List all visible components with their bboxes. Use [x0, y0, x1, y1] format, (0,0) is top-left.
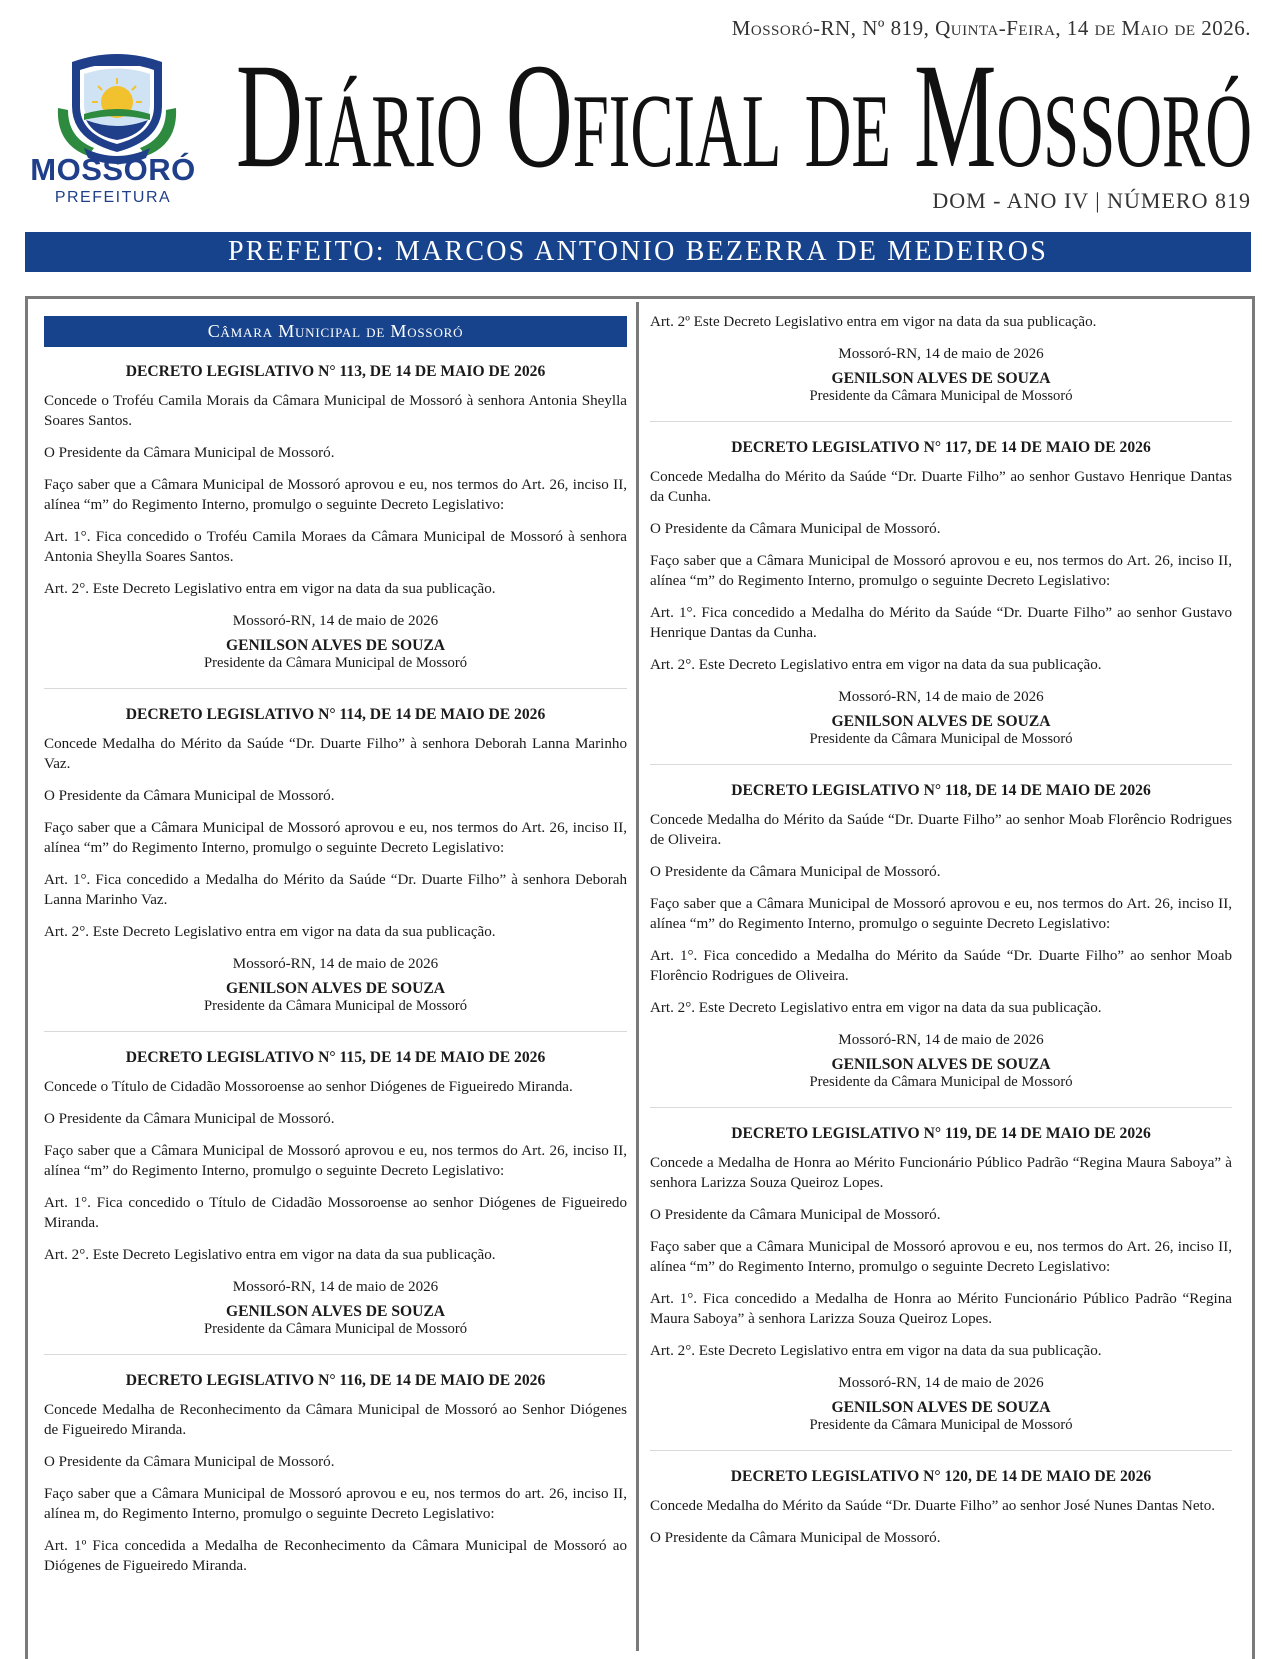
decree-preamble: Faço saber que a Câmara Municipal de Mossoró aprovou e eu, nos termos do Art. 26, inciso II, alínea “m” do Regimento Interno, promulgo o seguinte Decreto Legislativo: [44, 820, 627, 856]
decree-place-date: Mossoró-RN, 14 de maio de 2026 [838, 346, 1044, 362]
decree-summary: Concede Medalha do Mérito da Saúde “Dr. Duarte Filho” ao senhor Gustavo Henrique Dantas da Cunha. [650, 469, 1232, 505]
decree-article-1: Art. 1°. Fica concedido a Medalha do Mérito da Saúde “Dr. Duarte Filho” ao senhor Moab Florêncio Rodrigues de Oliveira. [650, 948, 1232, 984]
decree-summary: Concede a Medalha de Honra ao Mérito Funcionário Público Padrão “Regina Maura Saboya” à senhora Larizza Souza Queiroz Lopes. [650, 1155, 1232, 1191]
decree-block [44, 363, 627, 672]
decree-intro: O Presidente da Câmara Municipal de Mossoró. [44, 1111, 335, 1127]
decree-summary: Concede Medalha de Reconhecimento da Câmara Municipal de Mossoró ao Senhor Diógenes de Figueiredo Miranda. [44, 1402, 627, 1438]
prefeitura-logo [24, 48, 206, 208]
decree-article-2: Art. 2°. Este Decreto Legislativo entra em vigor na data da sua publicação. [44, 581, 496, 597]
decree-article-1: Art. 1°. Fica concedido a Medalha de Honra ao Mérito Funcionário Público Padrão “Regina Maura Saboya” à senhora Larizza Souza Queiroz Lopes. [650, 1291, 1232, 1327]
decree-intro: O Presidente da Câmara Municipal de Mossoró. [650, 521, 941, 537]
decree-signer-role: Presidente da Câmara Municipal de Mossoró [809, 731, 1073, 747]
decree-intro: O Presidente da Câmara Municipal de Mossoró. [650, 1530, 941, 1546]
decree-article-1: Art. 1º Fica concedida a Medalha de Reconhecimento da Câmara Municipal de Mossoró ao Diógenes de Figueiredo Miranda. [44, 1538, 627, 1574]
decree-intro: O Presidente da Câmara Municipal de Mossoró. [44, 445, 335, 461]
decree-signer: GENILSON ALVES DE SOUZA [225, 1303, 446, 1320]
decree-signer-role: Presidente da Câmara Municipal de Mossoró [203, 655, 468, 671]
decree-title: DECRETO LEGISLATIVO N° 115, DE 14 DE MAIO DE 2026 [125, 1049, 546, 1066]
decree-title: DECRETO LEGISLATIVO N° 116, DE 14 DE MAIO DE 2026 [125, 1372, 546, 1389]
decree-place-date: Mossoró-RN, 14 de maio de 2026 [232, 1279, 439, 1295]
masthead-title-text: Diário Oficial de Mossoró [236, 33, 1252, 188]
decree-block [650, 1125, 1232, 1434]
decree-summary: Concede Medalha do Mérito da Saúde “Dr. Duarte Filho” ao senhor José Nunes Dantas Neto. [650, 1498, 1216, 1514]
decree-title: DECRETO LEGISLATIVO N° 119, DE 14 DE MAIO DE 2026 [731, 1125, 1151, 1142]
right-column [650, 312, 1232, 1548]
decree-place-date: Mossoró-RN, 14 de maio de 2026 [232, 613, 439, 629]
decree-summary: Concede o Título de Cidadão Mossoroense ao senhor Diógenes de Figueiredo Miranda. [44, 1079, 573, 1095]
decree-article-2: Art. 2°. Este Decreto Legislativo entra em vigor na data da sua publicação. [44, 1247, 496, 1263]
decree-separator [650, 764, 1232, 765]
mayor-banner: PREFEITO: MARCOS ANTONIO BEZERRA DE MEDEIROS [25, 232, 1251, 272]
decree-title: DECRETO LEGISLATIVO N° 113, DE 14 DE MAIO DE 2026 [125, 363, 546, 380]
column-divider [636, 302, 639, 1651]
decree-intro: O Presidente da Câmara Municipal de Mossoró. [650, 1207, 941, 1223]
masthead-title [236, 28, 1252, 188]
decree-signer: GENILSON ALVES DE SOUZA [831, 713, 1051, 730]
decree-article-2: Art. 2°. Este Decreto Legislativo entra em vigor na data da sua publicação. [650, 1000, 1102, 1016]
decree-block [44, 1372, 627, 1576]
decree-separator [44, 1354, 627, 1355]
decree-block [650, 782, 1232, 1091]
edition-number: DOM - ANO IV | NÚMERO 819 [932, 188, 1251, 213]
decree-title: DECRETO LEGISLATIVO N° 120, DE 14 DE MAIO DE 2026 [730, 1468, 1152, 1485]
decree-signer-role: Presidente da Câmara Municipal de Mossoró [809, 1074, 1073, 1090]
decree-place-date: Mossoró-RN, 14 de maio de 2026 [838, 689, 1044, 705]
decree-article-2: Art. 2°. Este Decreto Legislativo entra em vigor na data da sua publicação. [44, 924, 496, 940]
decree-signer: GENILSON ALVES DE SOUZA [225, 637, 446, 654]
decree-title: DECRETO LEGISLATIVO N° 114, DE 14 DE MAIO DE 2026 [125, 706, 546, 723]
decree-separator [44, 1031, 627, 1032]
decree-summary: Concede Medalha do Mérito da Saúde “Dr. Duarte Filho” ao senhor Moab Florêncio Rodrigues de Oliveira. [650, 812, 1232, 848]
decree-preamble: Faço saber que a Câmara Municipal de Mossoró aprovou e eu, nos termos do Art. 26, inciso II, alínea “m” do Regimento Interno, promulgo o seguinte Decreto Legislativo: [44, 1143, 627, 1179]
decree-signer-role: Presidente da Câmara Municipal de Mossoró [203, 998, 468, 1014]
decree-intro: O Presidente da Câmara Municipal de Mossoró. [650, 864, 941, 880]
decree-title: DECRETO LEGISLATIVO N° 117, DE 14 DE MAIO DE 2026 [731, 439, 1151, 456]
edition-line: Mossoró-RN, Nº 819, Quinta-Feira, 14 de Maio de 2026. [731, 16, 1251, 40]
decree-preamble: Faço saber que a Câmara Municipal de Mossoró aprovou e eu, nos termos do Art. 26, inciso II, alínea “m” do Regimento Interno, promulgo o seguinte Decreto Legislativo: [650, 1239, 1232, 1275]
decree-place-date: Mossoró-RN, 14 de maio de 2026 [838, 1375, 1044, 1391]
decree-signer-role: Presidente da Câmara Municipal de Mossoró [203, 1321, 468, 1337]
decree-signer: GENILSON ALVES DE SOUZA [831, 1399, 1051, 1416]
decree-block [44, 1049, 627, 1338]
decree-place-date: Mossoró-RN, 14 de maio de 2026 [232, 956, 439, 972]
decree-preamble: Faço saber que a Câmara Municipal de Mossoró aprovou e eu, nos termos do Art. 26, inciso II, alínea “m” do Regimento Interno, promulgo o seguinte Decreto Legislativo: [650, 553, 1232, 589]
decree-signer: GENILSON ALVES DE SOUZA [831, 1056, 1051, 1073]
decree-article-1: Art. 1°. Fica concedido a Medalha do Mérito da Saúde “Dr. Duarte Filho” à senhora Deborah Lanna Marinho Vaz. [44, 872, 627, 908]
decree-signer: GENILSON ALVES DE SOUZA [831, 370, 1051, 387]
decree-separator [650, 421, 1232, 422]
decree-intro: O Presidente da Câmara Municipal de Mossoró. [44, 788, 335, 804]
decree-article-2: Art. 2º Este Decreto Legislativo entra em vigor na data da sua publicação. [650, 314, 1097, 330]
logo-brand: MOSSORÓ [30, 152, 196, 187]
decree-block [650, 1468, 1232, 1548]
decree-separator [44, 688, 627, 689]
decree-summary: Concede Medalha do Mérito da Saúde “Dr. Duarte Filho” à senhora Deborah Lanna Marinho Vaz. [44, 736, 627, 772]
decree-preamble: Faço saber que a Câmara Municipal de Mossoró aprovou e eu, nos termos do art. 26, inciso II, alínea m, do Regimento Interno, promulgo o seguinte Decreto Legislativo: [44, 1486, 627, 1522]
decree-separator [650, 1107, 1232, 1108]
decree-article-2: Art. 2°. Este Decreto Legislativo entra em vigor na data da sua publicação. [650, 1343, 1102, 1359]
decree-block [650, 439, 1232, 748]
decree-summary: Concede o Troféu Camila Morais da Câmara Municipal de Mossoró à senhora Antonia Sheylla Soares Santos. [44, 393, 627, 429]
coat-of-arms-icon [54, 48, 180, 168]
decree-article-2: Art. 2°. Este Decreto Legislativo entra em vigor na data da sua publicação. [650, 657, 1102, 673]
decree-intro: O Presidente da Câmara Municipal de Mossoró. [44, 1454, 335, 1470]
decree-signer-role: Presidente da Câmara Municipal de Mossoró [809, 1417, 1073, 1433]
decree-signer-role: Presidente da Câmara Municipal de Mossoró [809, 388, 1073, 404]
decree-block [44, 706, 627, 1015]
decree-title: DECRETO LEGISLATIVO N° 118, DE 14 DE MAIO DE 2026 [731, 782, 1151, 799]
decree-preamble: Faço saber que a Câmara Municipal de Mossoró aprovou e eu, nos termos do Art. 26, inciso II, alínea “m” do Regimento Interno, promulgo o seguinte Decreto Legislativo: [650, 896, 1232, 932]
logo-brand-sub: PREFEITURA [54, 189, 172, 206]
decree-signer: GENILSON ALVES DE SOUZA [225, 980, 446, 997]
decree-article-1: Art. 1°. Fica concedido o Título de Cidadão Mossoroense ao senhor Diógenes de Figueiredo Miranda. [44, 1195, 627, 1231]
decree-place-date: Mossoró-RN, 14 de maio de 2026 [838, 1032, 1044, 1048]
decree-block-continuation [650, 312, 1232, 405]
decree-separator [650, 1450, 1232, 1451]
decree-article-1: Art. 1°. Fica concedido o Troféu Camila Moraes da Câmara Municipal de Mossoró à senhora Antonia Sheylla Soares Santos. [44, 529, 627, 565]
left-column [44, 312, 627, 1576]
section-header: Câmara Municipal de Mossoró [44, 316, 627, 347]
decree-preamble: Faço saber que a Câmara Municipal de Mossoró aprovou e eu, nos termos do Art. 26, inciso II, alínea “m” do Regimento Interno, promulgo o seguinte Decreto Legislativo: [44, 477, 627, 513]
decree-article-1: Art. 1°. Fica concedido a Medalha do Mérito da Saúde “Dr. Duarte Filho” ao senhor Gustavo Henrique Dantas da Cunha. [650, 605, 1232, 641]
